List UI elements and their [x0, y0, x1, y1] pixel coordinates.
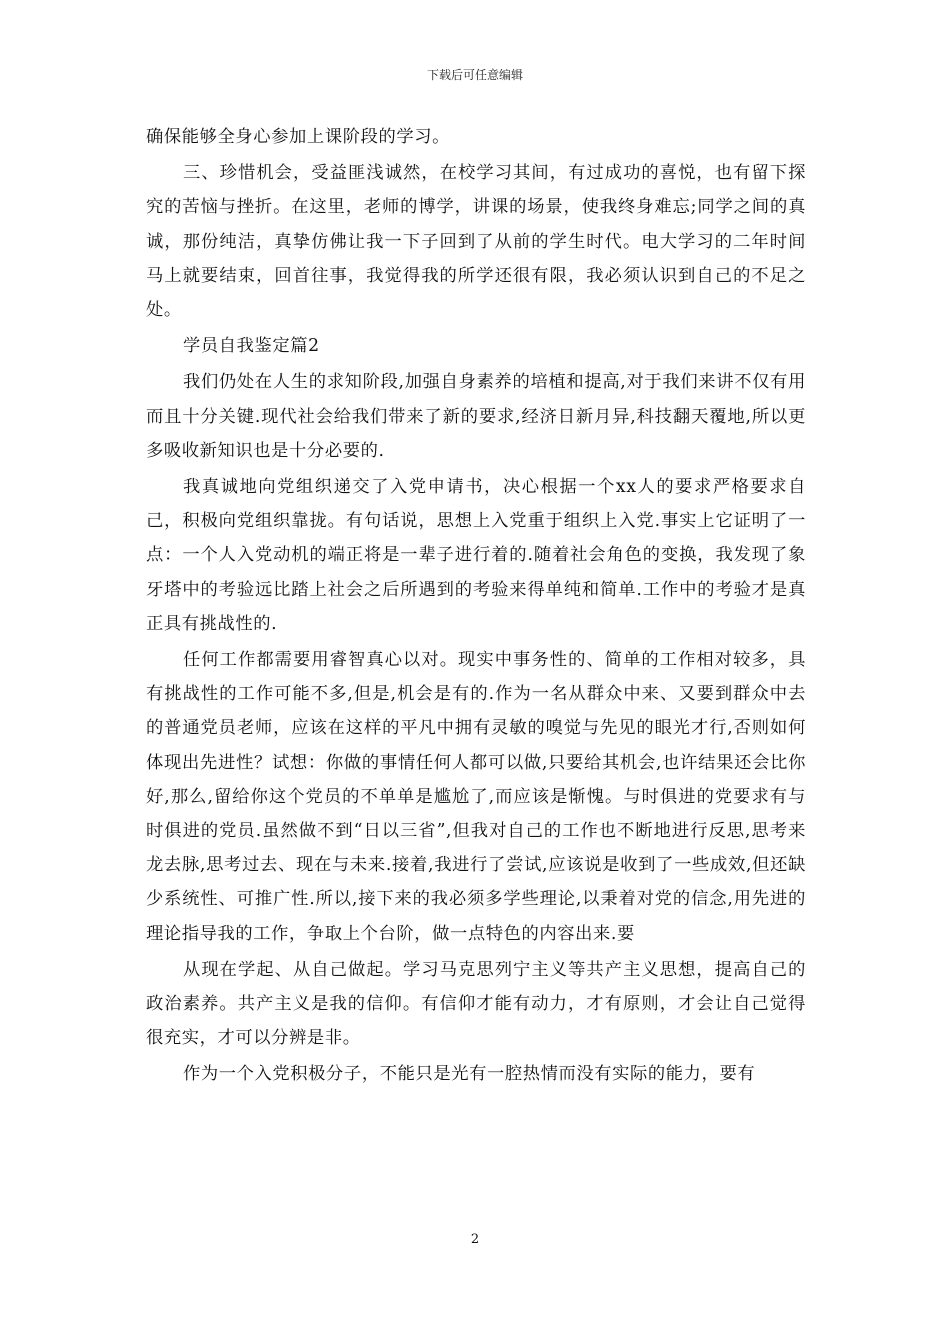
- paragraph: 三、珍惜机会，受益匪浅诚然，在校学习其间，有过成功的喜悦，也有留下探究的苦恼与挫折。在这里，老师的博学，讲课的场景，使我终身难忘;同学之间的真诚，那份纯洁，真挚仿佛让我一下子回到了从前的学生时代。电大学习的二年时间马上就要结束，回首往事，我觉得我的所学还很有限，我必须认识到自己的不足之处。: [146, 163, 806, 321]
- section-heading: 学员自我鉴定篇2: [183, 336, 320, 357]
- paragraph: 确保能够全身心参加上课阶段的学习。: [146, 127, 450, 147]
- paragraph: 任何工作都需要用睿智真心以对。现实中事务性的、简单的工作相对较多，具有挑战性的工作可能不多,但是,机会是有的.作为一名从群众中来、又要到群众中去的普通党员老师，应该在这样的平凡中拥有灵敏的嗅觉与先见的眼光才行,否则如何体现出先进性？试想：你做的事情任何人都可以做,只要给其机会,也许结果还会比你好,那么,留给你这个党员的不单单是尴尬了,而应该是惭愧。与时俱进的党要求有与时俱进的党员.虽然做不到“日以三省”,但我对自己的工作也不断地进行反思,思考来龙去脉,思考过去、现在与未来.接着,我进行了尝试,应该说是收到了一些成效,但还缺少系统性、可推广性.所以,接下来的我必须多学些理论,以秉着对党的信念,用先进的理论指导我的工作，争取上个台阶，做一点特色的内容出来.要: [146, 650, 806, 944]
- page-number: 2: [470, 1232, 480, 1247]
- paragraph: 作为一个入党积极分子，不能只是光有一腔热情而没有实际的能力，要有: [183, 1064, 756, 1085]
- paragraph: 我真诚地向党组织递交了入党申请书，决心根据一个xx人的要求严格要求自己，积极向党组织靠拢。有句话说，思想上入党重于组织上入党.事实上它证明了一点：一个人入党动机的端正将是一辈子进行着的.随着社会角色的变换，我发现了象牙塔中的考验远比踏上社会之后所遇到的考验来得单纯和简单.工作中的考验才是真正具有挑战性的.: [146, 477, 806, 634]
- page-header: 下载后可任意编辑: [426, 68, 523, 82]
- paragraph: 我们仍处在人生的求知阶段,加强自身素养的培植和提高,对于我们来讲不仅有用而且十分关键.现代社会给我们带来了新的要求,经济日新月异,科技翻天覆地,所以更多吸收新知识也是十分必要的.: [146, 372, 806, 461]
- document-body: [146, 120, 806, 1094]
- paragraph: 从现在学起、从自己做起。学习马克思列宁主义等共产主义思想，提高自己的政治素养。共产主义是我的信仰。有信仰才能有动力，才有原则，才会让自己觉得很充实，才可以分辨是非。: [146, 959, 806, 1049]
